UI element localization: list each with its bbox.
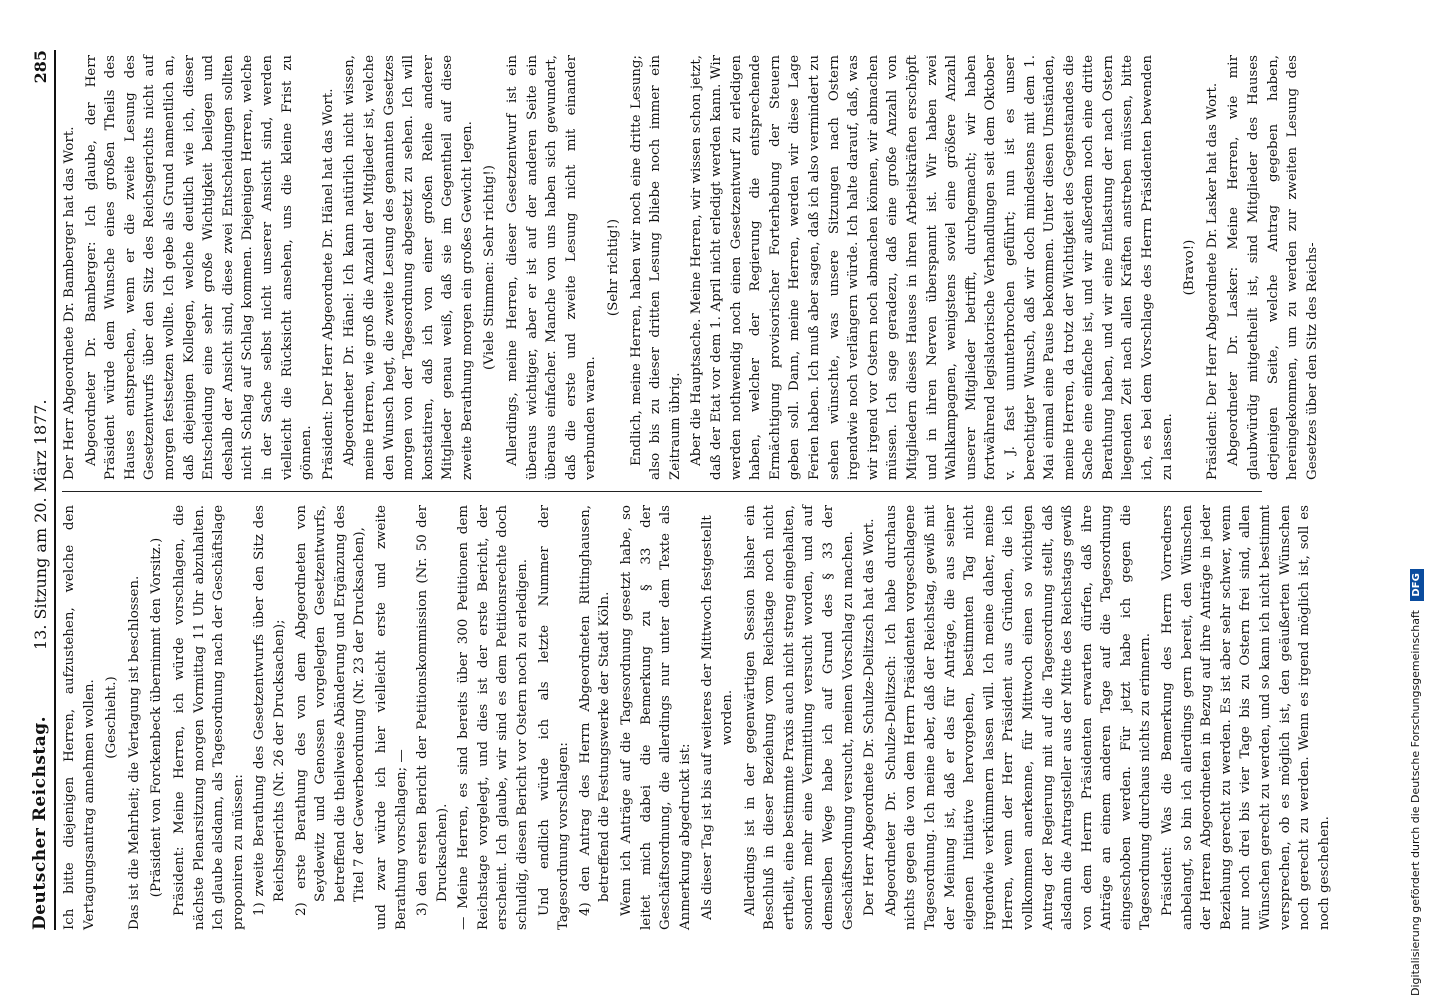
paragraph: Und endlich würde ich als letzte Nummer der Tagesordnung vorschlagen:: [536, 505, 572, 930]
paragraph: Abgeordneter Dr. Schulze-Delitzsch: Ich habe durchaus nichts gegen die von dem Herrn Präsidenten vorgeschlagene Tagesordnung. Ich meine aber, daß der Reichstag, gewiß mit der Meinung ist, daß er das für Anträge, die aus seiner eigenen Initiative hervorgehen, bestimmten Tag nicht irgendwie verkümmern lassen will. Ich meine daher, meine Herren, wenn der Herr Präsident aus Gründen, die ich vollkommen anerkenne, für Mittwoch einen so wichtigen Antrag der Regierung mit auf die Tagesordnung stellt, daß alsdann die Antragsteller aus der Mitte des Reichstags gewiß von dem Herrn Präsidenten erwarten dürfen, daß ihre Anträge an einem anderen Tage auf die Tagesordnung eingeschoben werden. Für jetzt habe ich gegen die Tagesordnung durchaus nichts zu erinnern.: [883, 505, 1154, 930]
right-column: [60, 55, 1330, 480]
running-header: [20, 50, 56, 930]
paragraph: Der Herr Abgeordnete Dr. Schulze-Delitzsch hat das Wort.: [862, 518, 878, 916]
digitization-credit: [1400, 6, 1428, 996]
paragraph: Endlich, meine Herren, haben wir noch eine dritte Lesung; also bis zu dieser dritten Lesung bliebe noch immer ein Zeitraum übrig.: [628, 55, 683, 480]
paragraph: Präsident: Meine Herren, ich würde vorschlagen, die nächste Plenarsitzung morgen Vormittag 11 Uhr abzuhalten. Ich glaube alsdann, als Tagesordnung nach der Geschäftslage proponiren zu müssen:: [171, 505, 246, 930]
left-column: [60, 505, 1330, 930]
column-divider: [62, 491, 1262, 492]
paragraph: Abgeordneter Dr. Hänel: Ich kann natürlich nicht wissen, meine Herren, wie groß die Anzahl der Mitglieder ist, welche den Wunsch hegt, die zweite Lesung des genannten Gesetzes morgen von der Tagesordnung abgesetzt zu sehen. Ich will konstatiren, daß ich von einer großen Reihe anderer Mitglieder genau weiß, daß sie im Gegentheil auf diese zweite Berathung morgen ein großes Gewicht legen.: [342, 55, 475, 480]
paragraph: 1) zweite Berathung des Gesetzentwurfs über den Sitz des Reichsgerichts (Nr. 26 der Drucksachen);: [252, 505, 287, 916]
paragraph: und zwar würde ich hier vielleicht erste und zweite Berathung vorschlagen; —: [373, 505, 409, 930]
paragraph: (Präsident von Forckenbeck übernimmt den Vorsitz.): [149, 537, 165, 898]
dfg-logo: DFG: [1410, 569, 1424, 600]
paragraph: (Viele Stimmen: Sehr richtig!): [482, 165, 498, 370]
paragraph: Wenn ich Anträge auf die Tagesordnung gesetzt habe, so leitet mich dabei die Bemerkung zu § 33 der Geschäftsordnung, die allerdings nur unter dem Texte als Anmerkung abgedruckt ist:: [619, 505, 693, 930]
paragraph: (Geschieht.): [104, 676, 120, 759]
paragraph: Als dieser Tag ist bis auf weiteres der Mittwoch festgestellt worden.: [700, 515, 735, 920]
credit-text: Digitalisierung gefördert durch die Deutsche Forschungsgemeinschaft: [1409, 610, 1422, 996]
session-date: 13. Sitzung am 20. März 1877.: [31, 399, 50, 650]
paragraph: — Meine Herren, es sind bereits über 300 Petitionen dem Reichstage vorgelegt, und dies ist der erste Bericht, der erscheint. Ich glaube, wir sind es dem Petitionsrechte doch schuldig, diesen Bericht vor Ostern noch zu erledigen.: [456, 505, 531, 930]
paragraph: 3) den ersten Bericht der Petitionskommission (Nr. 50 der Drucksachen).: [415, 505, 450, 916]
paragraph: (Bravo!): [1182, 239, 1198, 296]
paragraph: Das ist die Mehrheit; die Vertagung ist beschlossen.: [126, 575, 142, 930]
paragraph: Allerdings ist in der gegenwärtigen Session bisher ein Beschluß in dieser Beziehung vom Reichstage noch nicht ertheilt, eine bestimmte Praxis auch nicht streng eingehalten, sondern mehr eine Vermittlung versucht worden, und auf demselben Wege habe ich auf Grund des § 33 der Geschäftsordnung versucht, meinen Vorschlag zu machen.: [742, 505, 856, 930]
paragraph: Aber die Hauptsache. Meine Herren, wir wissen schon jetzt, daß der Etat vor dem 1. April nicht erledigt werden kann. Wir werden nothwendig noch einen Gesetzentwurf zu erledigen haben, welcher der Regierung die entsprechende Ermächtigung provisorischer Forterhebung der Steuern geben soll. Dann, meine Herren, werden wir diese Lage Ferien haben. Ich muß aber sagen, daß ich also vermindert zu sehen wünschte, was unsere Sitzungen nach Ostern irgendwie noch verlängern würde. Ich halte darauf, daß, was wir irgend vor Ostern noch abmachen können, wir abmachen müssen. Ich sage geradezu, daß eine große Anzahl von Mitgliedern dieses Hauses in ihren Arbeitskräften erschöpft und in ihren Nerven überspannt ist. Wir haben zwei Wahlkampagnen, wenigstens soviel eine größere Anzahl unserer Mitglieder betrifft, durchgemacht; wir haben fortwährend legislatorische Verhandlungen seit dem Oktober v. J. fast ununterbrochen geführt; nun ist es unser berechtigter Wunsch, daß wir doch mindestens mit dem 1. Mai einmal eine Pause bekommen. Unter diesen Umständen, meine Herren, da trotz der Wichtigkeit des Gegenstandes die Sache eine einfache ist, und wir außerdem noch eine dritte Berathung haben, und wir eine Entlastung der nach Ostern liegenden Zeit nach allen Kräften anstreben müssen, bitte ich, es bei dem Vorschlage des Herrn Präsidenten bewenden zu lassen.: [689, 55, 1175, 480]
paragraph: Abgeordneter Dr. Lasker: Meine Herren, wie mir glaubwürdig mitgetheilt ist, sind Mitglieder des Hauses derjenigen Seite, welche Antrag gegeben haben, hereingekommen, um zu werden zur zweiten Lesung des Gesetzes über den Sitz des Reichs-: [1226, 55, 1320, 480]
paragraph: 4) den Antrag des Herrn Abgeordneten Rittinghausen, betreffend die Festungswerke der Stadt Köln.: [577, 505, 613, 916]
paragraph: Präsident: Der Herr Abgeordnete Dr. Hänel hat das Wort.: [320, 88, 336, 480]
paragraph: Der Herr Abgeordnete Dr. Bamberger hat das Wort.: [62, 126, 77, 480]
paragraph: Präsident: Was die Bemerkung des Herrn Vorredners anbelangt, so bin ich allerdings gern bereit, den Wünschen der Herren Abgeordneten in Bezug auf ihre Anträge in jeder Beziehung gerecht zu werden. Es ist aber sehr schwer, wenn nur noch drei bis vier Tage bis zu Ostern frei sind, allen Wünschen gerecht zu werden, und so kann ich nicht bestimmt versprechen, ob es möglich ist, den geäußerten Wünschen noch gerecht zu werden. Wenn es irgend möglich ist, soll es noch geschehen.: [1160, 505, 1332, 930]
paragraph: Ich bitte diejenigen Herren, aufzustehen, welche den Vertagungsantrag annehmen wollen.: [62, 505, 97, 930]
paragraph: Allerdings, meine Herren, dieser Gesetzentwurf ist ein überaus wichtiger, aber er ist auf der anderen Seite ein überaus einfacher. Manche von uns haben sich gewundert, daß die erste und zweite Lesung nicht mit einander verbunden waren.: [505, 55, 599, 480]
running-title: Deutscher Reichstag.: [30, 715, 50, 930]
paragraph: (Sehr richtig!): [606, 218, 622, 317]
page-number: 285: [31, 50, 50, 84]
paragraph: 2) erste Berathung des von dem Abgeordneten von Seydewitz und Genossen vorgelegten Gesetzentwurfs, betreffend die theilweise Abänderung und Ergänzung des Titel 7 der Gewerbeordnung (Nr. 23 der Drucksachen),: [293, 505, 368, 916]
paragraph: Präsident: Der Herr Abgeordnete Dr. Lasker hat das Wort.: [1204, 82, 1220, 480]
paragraph: Abgeordneter Dr. Bamberger: Ich glaube, der Herr Präsident würde dem Wunsche eines großen Theils des Hauses entsprechen, wenn er die zweite Lesung des Gesetzentwurfs über den Sitz des Reichsgerichts nicht auf morgen festsetzen wollte. Ich gebe als Grund namentlich an, daß diejenigen Kollegen, welche deutlich wie ich, dieser Entscheidung eine sehr große Wichtigkeit beilegen und deshalb der Ansicht sind, diese zwei Entscheidungen sollten nicht Schlag auf Schlag kommen. Diejenigen Herren, welche in der Sache selbst nicht unserer Ansicht sind, werden vielleicht die Rücksicht ansehen, uns die kleine Frist zu gönnen.: [83, 55, 315, 480]
